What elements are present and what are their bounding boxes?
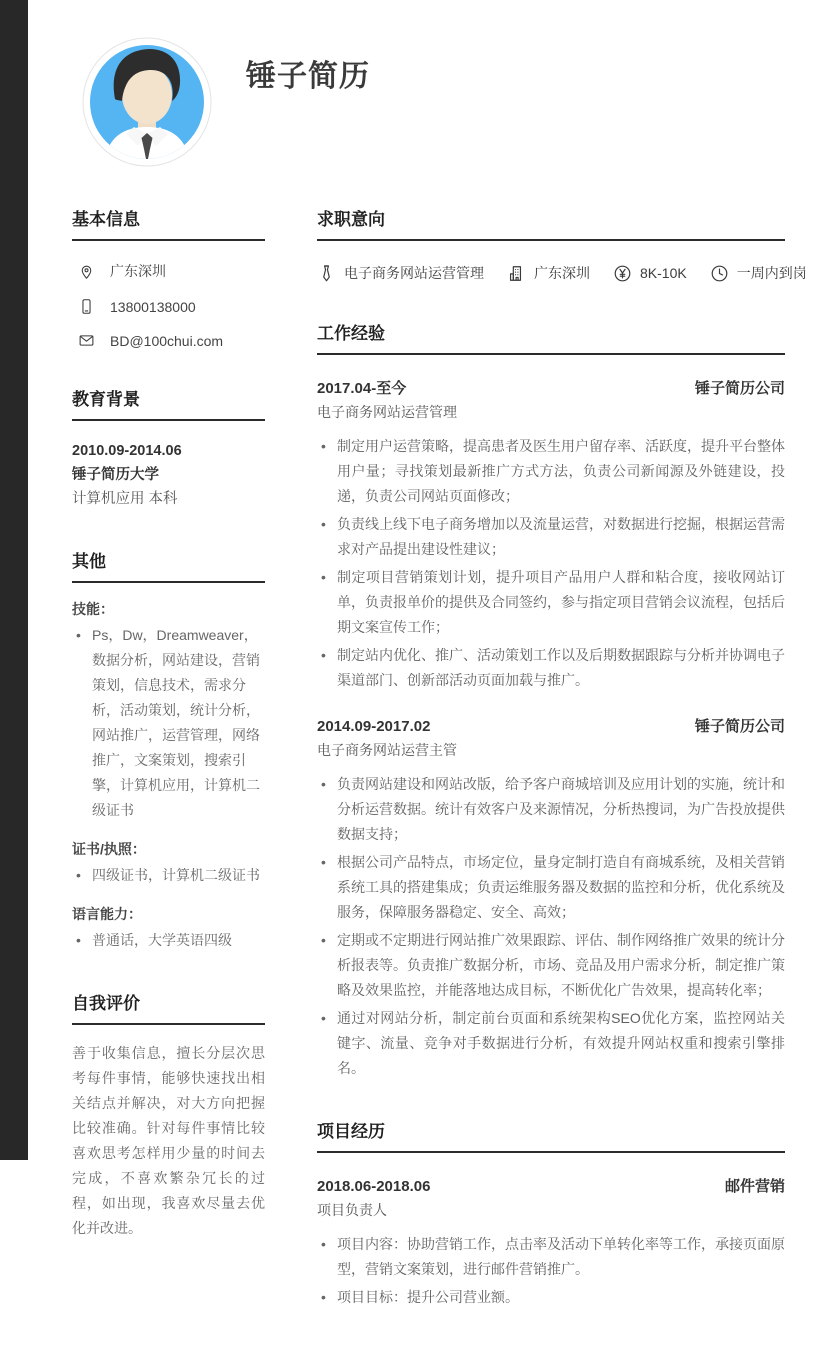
basic-info-location — [72, 261, 265, 281]
education-heading: 教育背景 — [72, 385, 265, 421]
project-entry — [317, 1175, 785, 1310]
clock-icon — [710, 264, 729, 283]
project-entry-name: 邮件营销 — [724, 1178, 785, 1195]
skills-group — [72, 599, 265, 823]
work-bullet: • 制定站内优化、推广、活动策划工作以及后期数据跟踪与分析并协调电子渠道部门、创新部活动页面加载与推广。 — [317, 643, 785, 693]
work-bullet: • 负责线上线下电子商务增加以及流量运营，对数据进行挖掘，根据运营需求对产品提出建设性建议； — [317, 512, 785, 562]
section-job-intention — [317, 205, 807, 283]
email-text: BD@100chui.com — [110, 332, 224, 349]
salary-icon — [613, 264, 632, 283]
work-entry-role: 电子商务网站运营主管 — [317, 742, 457, 758]
work-bullet: • 负责网站建设和网站改版，给予客户商城培训及应用计划的实施，统计和分析运营数据。统计有效客户及来源情况，分析热搜词，为广告投放提供数据支持； — [317, 772, 785, 847]
intent-availability — [710, 263, 807, 283]
work-bullet: • 定期或不定期进行网站推广效果跟踪、评估、制作网络推广效果的统计分析报表等。负责推广数据分析，市场、竞品及用户需求分析，制定推广策略及效果监控，并能落地达成目标，不断优化广告效果，提高转化率； — [317, 928, 785, 1003]
project-entry-role: 项目负责人 — [317, 1202, 387, 1218]
basic-info-email — [72, 332, 265, 349]
work-entry-company: 锤子简历公司 — [694, 718, 785, 735]
work-entry — [317, 377, 785, 693]
location-text: 广东深圳 — [110, 263, 166, 279]
self-evaluation-text: 善于收集信息，擅长分层次思考每件事情，能够快速找出相关结点并解决，对大方向把握比较准确。针对每件事情比较喜欢思考怎样用少量的时间去完成，不喜欢繁杂冗长的过程，如出现，我喜欢尽量去优化并改进。 — [72, 1045, 265, 1236]
intent-salary-text: 8K-10K — [640, 265, 687, 281]
work-entry-company: 锤子简历公司 — [694, 380, 785, 397]
work-bullet: • 制定用户运营策略，提高患者及医生用户留存率、活跃度，提升平台整体用户量；寻找策划最新推广方式方法，负责公司新闻源及外链建设，投递，负责公司网站页面修改； — [317, 434, 785, 509]
work-entry-role: 电子商务网站运营管理 — [317, 404, 457, 420]
work-experience-heading: 工作经验 — [317, 319, 785, 355]
work-entry-period: 2014.09-2017.02 — [317, 718, 431, 735]
work-entry — [317, 715, 785, 1081]
project-bullet: • 项目内容：协助营销工作，点击率及活动下单转化率等工作，承接页面原型，营销文案策划，进行邮件营销推广。 — [317, 1232, 785, 1282]
intent-availability-text: 一周内到岗 — [736, 265, 807, 281]
certificates-group — [72, 839, 265, 888]
section-basic-info — [72, 205, 265, 349]
work-bullet: • 制定项目营销策划计划，提升项目产品用户人群和粘合度，接收网站订单，负责报单价的提供及合同签约，参与指定项目营销会议流程，包括后期文案宣传工作； — [317, 565, 785, 640]
mail-icon — [78, 332, 95, 349]
page-title: 锤子简历 — [246, 60, 370, 93]
intent-city — [507, 263, 590, 283]
education-period: 2010.09-2014.06 — [72, 443, 182, 459]
intent-salary — [613, 264, 687, 283]
education-major: 计算机应用 本科 — [72, 491, 178, 507]
certificates-label: 证书/执照： — [72, 841, 146, 857]
intent-city-text: 广东深圳 — [534, 265, 590, 281]
resume-page — [72, 0, 807, 1346]
intent-position-text: 电子商务网站运营管理 — [344, 265, 484, 281]
left-edge-strip — [0, 0, 28, 1160]
certificates-item: • 四级证书，计算机二级证书 — [72, 863, 265, 888]
phone-icon — [78, 298, 95, 315]
header — [72, 37, 785, 167]
project-bullet: • 项目目标：提升公司营业额。 — [317, 1285, 785, 1310]
section-work-experience — [317, 319, 785, 1081]
other-heading: 其他 — [72, 547, 265, 583]
work-entry-period: 2017.04-至今 — [317, 380, 407, 397]
section-other — [72, 547, 265, 953]
work-bullet: • 根据公司产品特点，市场定位，量身定制打造自有商城系统，及相关营销系统工具的搭建集成；负责运维服务器及数据的监控和分析，优化系统及服务，保障服务器稳定、安全、高效； — [317, 850, 785, 925]
main-column — [317, 205, 807, 1346]
job-intention-heading: 求职意向 — [317, 205, 785, 241]
languages-label: 语言能力： — [72, 906, 142, 922]
avatar — [82, 37, 212, 167]
section-self-evaluation — [72, 989, 265, 1241]
skills-label: 技能： — [72, 601, 114, 617]
phone-text: 13800138000 — [110, 298, 196, 315]
self-evaluation-heading: 自我评价 — [72, 989, 265, 1025]
work-bullet: • 通过对网站分析，制定前台页面和系统架构SEO优化方案，监控网站关键字、流量、竞争对手数据进行分析，有效提升网站权重和搜索引擎排名。 — [317, 1006, 785, 1081]
basic-info-phone — [72, 298, 265, 315]
languages-item: • 普通话，大学英语四级 — [72, 928, 265, 953]
tie-icon — [317, 264, 336, 283]
project-entry-period: 2018.06-2018.06 — [317, 1178, 431, 1195]
languages-group — [72, 904, 265, 953]
intent-position — [317, 263, 484, 283]
section-education — [72, 385, 265, 511]
skills-item: • Ps，Dw，Dreamweaver，数据分析，网站建设，营销策划，信息技术，需求分析，活动策划，统计分析，网站推广，运营管理，网络推广，文案策划，搜索引擎，计算机应用，计算机二级证书 — [72, 623, 265, 823]
location-icon — [78, 263, 95, 280]
basic-info-heading: 基本信息 — [72, 205, 265, 241]
sidebar — [72, 205, 265, 1346]
building-icon — [507, 264, 526, 283]
section-projects — [317, 1117, 785, 1310]
projects-heading: 项目经历 — [317, 1117, 785, 1153]
education-school: 锤子简历大学 — [72, 467, 159, 483]
